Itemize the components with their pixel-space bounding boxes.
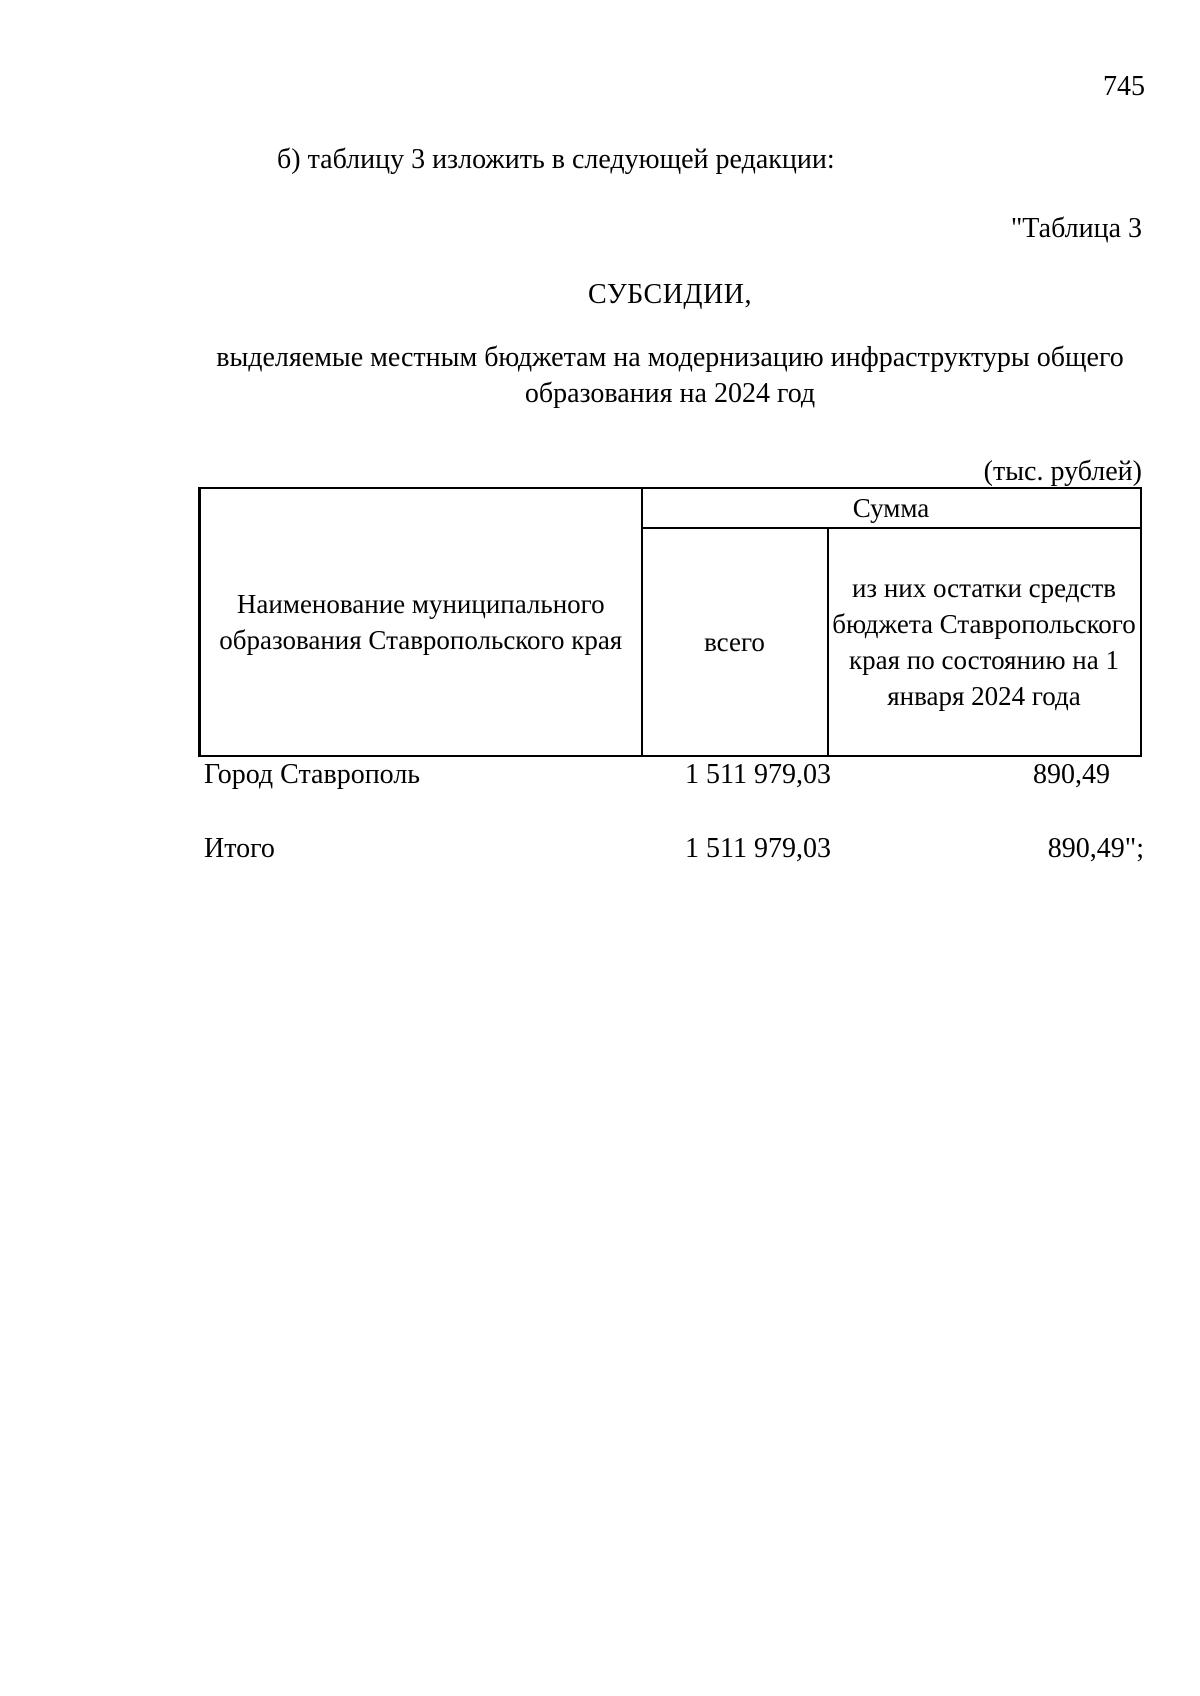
page-number: 745 [1103,71,1145,102]
row-municipality-name: Город Ставрополь [204,759,421,790]
summary-label: Итого [204,833,275,864]
subsidies-table [198,487,1142,757]
header-total: всего [642,528,828,756]
table-reference: "Таблица 3 [1010,213,1142,244]
units-label: (тыс. рублей) [983,456,1142,487]
table-header-row [200,488,1141,528]
header-sum: Сумма [642,488,1141,528]
document-subtitle: выделяемые местным бюджетам на модернизацию инфраструктуры общего образования на 2024 год [216,342,1124,409]
intro-paragraph: б) таблицу 3 изложить в следующей редакции: [277,144,835,175]
row-remainder-value: 890,49 [1033,759,1110,790]
summary-total-value: 1 511 979,03 [685,833,831,864]
summary-remainder-value: 890,49"; [1047,833,1144,864]
row-total-value: 1 511 979,03 [685,759,831,790]
header-remainder: из них остатки средств бюджета Ставропольского края по состоянию на 1 января 2024 года [828,528,1141,756]
header-municipality: Наименование муниципального образования Ставропольского края [200,488,642,756]
document-title: СУБСИДИИ, [588,279,752,310]
